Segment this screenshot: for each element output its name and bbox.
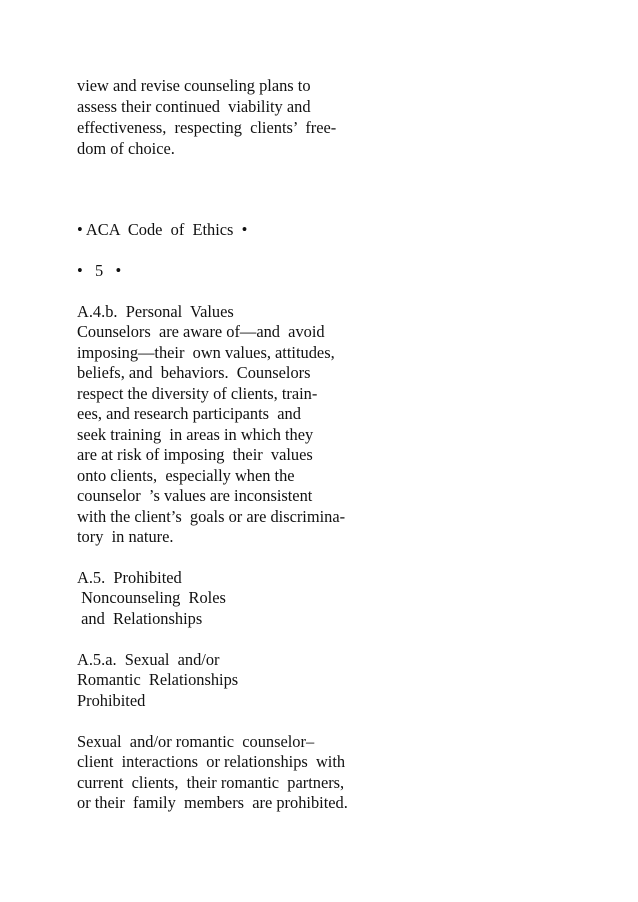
- section-heading: and Relationships: [77, 609, 203, 628]
- body-text-line: beliefs, and behaviors. Counselors: [77, 363, 311, 382]
- body-text-line: or their family members are prohibited.: [77, 793, 348, 812]
- body-text-line: onto clients, especially when the: [77, 466, 295, 485]
- body-text-line: client interactions or relationships with: [77, 752, 346, 771]
- section-heading: A.5. Prohibited: [77, 568, 182, 587]
- section-heading: A.4.b. Personal Values: [77, 302, 234, 321]
- body-text-line: dom of choice.: [77, 139, 175, 158]
- body-text-line: are at risk of imposing their values: [77, 445, 313, 464]
- subsection-heading: Romantic Relationships: [77, 670, 239, 689]
- body-text-line: Counselors are aware of—and avoid: [77, 322, 325, 341]
- section-heading: Noncounseling Roles: [77, 588, 226, 607]
- body-text-line: counselor ’s values are inconsistent: [77, 486, 313, 505]
- body-text-line: imposing—their own values, attitudes,: [77, 343, 335, 362]
- body-text-line: respect the diversity of clients, train-: [77, 384, 318, 403]
- body-text-line: seek training in areas in which they: [77, 425, 314, 444]
- body-text-line: with the client’s goals or are discrimina-: [77, 507, 346, 526]
- body-text-line: view and revise counseling plans to: [77, 76, 311, 95]
- running-header: • ACA Code of Ethics •: [77, 220, 248, 239]
- body-text-line: effectiveness, respecting clients’ free-: [77, 118, 337, 137]
- body-text-line: current clients, their romantic partners,: [77, 773, 345, 792]
- subsection-heading: Prohibited: [77, 691, 146, 710]
- page-number: • 5 •: [77, 261, 122, 280]
- body-text-line: tory in nature.: [77, 527, 174, 546]
- subsection-heading: A.5.a. Sexual and/or: [77, 650, 220, 669]
- body-text-line: assess their continued viability and: [77, 97, 311, 116]
- body-text-line: ees, and research participants and: [77, 404, 301, 423]
- body-text-line: Sexual and/or romantic counselor–: [77, 732, 315, 751]
